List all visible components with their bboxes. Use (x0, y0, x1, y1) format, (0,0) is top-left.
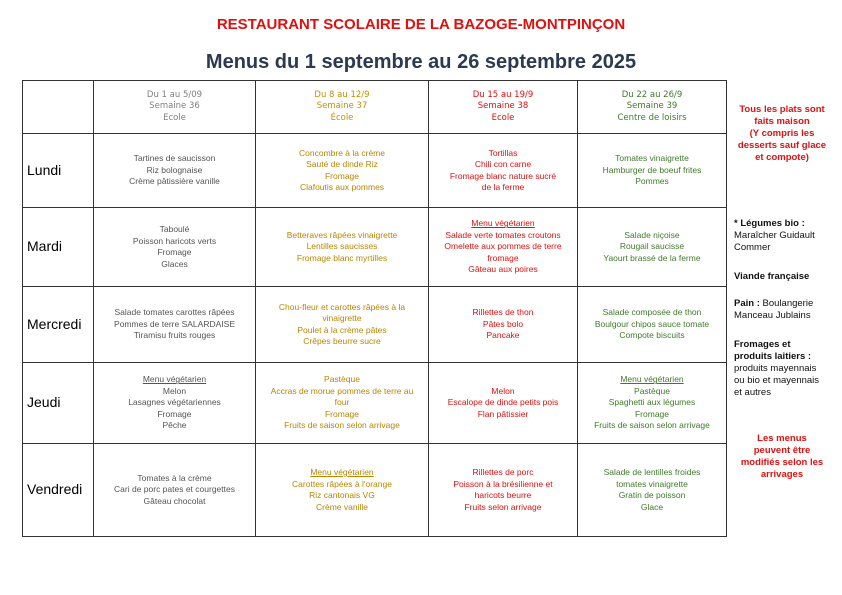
day-label: Mardi (23, 208, 94, 287)
menu-cell: Menu végétarien Melon Lasagnes végétariennes Fromage Pêche (94, 363, 256, 444)
day-label: Mercredi (23, 287, 94, 363)
page-title: RESTAURANT SCOLAIRE DE LA BAZOGE-MONTPINÇON (216, 16, 626, 33)
menu-cell: Tomates vinaigrette Hamburger de boeuf frites Pommes (578, 134, 727, 208)
vegetarian-label: Menu végétarien (620, 374, 684, 385)
day-label: Vendredi (23, 444, 94, 537)
vegetarian-label: Menu végétarien (471, 218, 535, 229)
day-row (23, 444, 727, 537)
fromages-note: Fromages et produits laitiers : produits mayennais ou bio et mayennais et autres (734, 339, 820, 398)
menu-cell: Taboulé Poisson haricots verts Fromage Glaces (94, 208, 256, 287)
vegetarian-label: Menu végétarien (310, 467, 374, 477)
menu-cell: Menu végétarien Salade verte tomates croutons Omelette aux pommes de terre fromage Gâteau aux poires (429, 208, 578, 287)
day-label: Jeudi (23, 363, 94, 444)
menu-cell: Chou-fleur et carottes râpées à la vinaigrette Poulet à la crème pâtes Crêpes beurre sucre (256, 287, 429, 363)
menu-cell: Tortillas Chili con carne Fromage blanc nature sucré de la ferme (429, 134, 578, 208)
menu-cell: Salade de lentilles froides tomates vinaigrette Gratin de poisson Glace (578, 444, 727, 537)
page-subtitle: Menus du 1 septembre au 26 septembre 2025 (205, 51, 637, 73)
changes-note: Les menus peuvent être modifiés selon les arrivages (740, 433, 824, 480)
week-header: Du 8 au 12/9 Semaine 37 École (256, 81, 429, 134)
week-header: Du 1 au 5/09 Semaine 36 Ecole (94, 81, 256, 134)
pain-note: Pain : Boulangerie Manceau Jublains (734, 298, 814, 321)
menu-cell: Tartines de saucisson Riz bolognaise Crème pâtissière vanille (94, 134, 256, 208)
week-header: Du 15 au 19/9 Semaine 38 Ecole (429, 81, 578, 134)
menu-cell: Salade niçoise Rougail saucisse Yaourt brassé de la ferme (578, 208, 727, 287)
day-row (23, 208, 727, 287)
homemade-note: Tous les plats sont faits maison (Y compris les desserts sauf glace et compote) (737, 104, 827, 163)
menu-table (22, 80, 727, 537)
day-row (23, 363, 727, 444)
day-row (23, 134, 727, 208)
menu-cell: Pastèque Accras de morue pommes de terre au four Fromage Fruits de saison selon arrivage (256, 363, 429, 444)
bio-note: * Légumes bio : Maraîcher Guidault Commer (734, 218, 815, 253)
week-header: Du 22 au 26/9 Semaine 39 Centre de loisirs (578, 81, 727, 134)
menu-cell: Rillettes de thon Pâtes bolo Pancake (429, 287, 578, 363)
menu-cell: Menu végétarien Carottes râpées à l'orange Riz cantonais VG Crème vanille (256, 444, 429, 537)
day-row (23, 287, 727, 363)
viande-note: Viande française (734, 271, 810, 282)
day-label: Lundi (23, 134, 94, 208)
corner-cell (23, 81, 94, 134)
menu-cell: Salade composée de thon Boulgour chipos sauce tomate Compote biscuits (578, 287, 727, 363)
menu-cell: Concombre à la crème Sauté de dinde Riz Fromage Clafoutis aux pommes (256, 134, 429, 208)
menu-cell: Salade tomates carottes râpées Pommes de terre SALARDAISE Tiramisu fruits rouges (94, 287, 256, 363)
menu-cell: Menu végétarien Pastèque Spaghetti aux légumes Fromage Fruits de saison selon arrivage (578, 363, 727, 444)
header-row (23, 81, 727, 134)
menu-cell: Betteraves râpées vinaigrette Lentilles saucisses Fromage blanc myrtilles (256, 208, 429, 287)
vegetarian-label: Menu végétarien (142, 374, 207, 385)
menu-cell: Rillettes de porc Poisson à la brésilienne et haricots beurre Fruits selon arrivage (429, 444, 578, 537)
menu-cell: Tomates à la crème Cari de porc pates et courgettes Gâteau chocolat (94, 444, 256, 537)
menu-cell: Melon Escalope de dinde petits pois Flan pâtissier (429, 363, 578, 444)
